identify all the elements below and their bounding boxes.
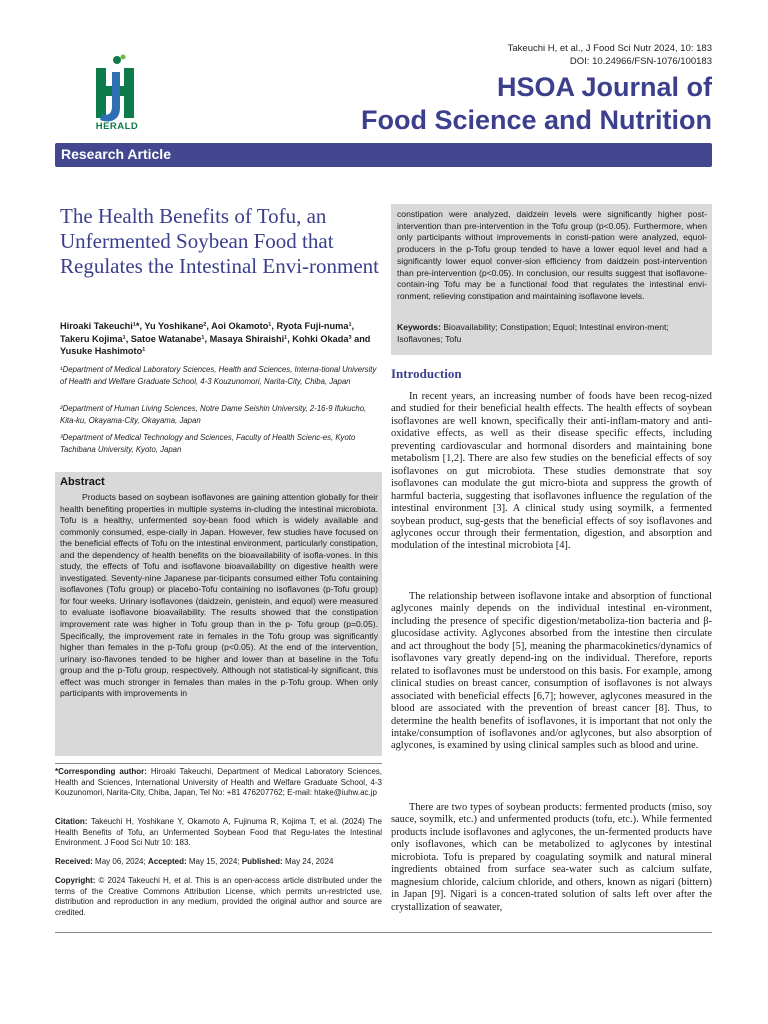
- introduction-heading: Introduction: [391, 366, 462, 381]
- corresponding-author: [55, 767, 382, 799]
- abstract-continued-box: [391, 204, 712, 355]
- intro-paragraph-2: The relationship between isoflavone intake and absorption of functional aglycones mainly depends on the individual intestinal en-vironment, including the presence of specific digestion/metaboliza-tion bacteria and β-glucosidase activity. Aglycones absorbed from the intestine then circulate and act throughout the body [5], meaning the pharmacokinetics/dynamics of isoflavones vary greatly depend-ing on the individual. Therefore, reports related to isoflavones must be understood on this basis. For example, among clinical studies on breast cancer, consumption of isoflavones is not always associated with beneficial effects [6,7]; however, aglycones measured in the blood are associated with the prevention of breast cancer [8]. Thus, to determine the health benefits of isoflavones, it is important that not only the intake/consumption of isoflavones and/or aglycones, but also absorption of aglycones, is examined by using clinical samples such as blood and urine.: [391, 591, 712, 752]
- dates-line: [55, 857, 382, 868]
- keywords: [397, 322, 707, 345]
- keywords-label: Keywords:: [397, 322, 441, 332]
- journal-title-line1: HSOA Journal of: [496, 72, 712, 102]
- keywords-text: Bioavailability; Constipation; Equol; Intestinal environ-ment; Isoflavones; Tofu: [397, 322, 669, 344]
- published-date: May 24, 2024: [284, 857, 334, 866]
- received-date: May 06, 2024;: [95, 857, 146, 866]
- corr-label: *Corresponding author:: [55, 767, 147, 776]
- copyright-text: © 2024 Takeuchi H, et al. This is an open-access article distributed under the terms of the Creative Commons Attribution License, which permits un-restricted use, distribution and reproduction in any medium, provided the original author and source are credited.: [55, 876, 382, 917]
- article-title: The Health Benefits of Tofu, an Unfermented Soybean Food that Regulates the Intestinal Envi-ronment: [60, 204, 379, 278]
- author-list: Hiroaki Takeuchi¹*, Yu Yoshikane², Aoi Okamoto¹, Ryota Fuji-numa¹, Takeru Kojima¹, Satoe Watanabe¹, Masaya Shiraishi¹, Kohki Okada³ and Yusuke Hashimoto¹: [60, 321, 371, 356]
- intro-paragraph-1: In recent years, an increasing number of foods have been recog-nized and studied for their beneficial health effects. The health effects of soybean isoflavones are well known, specifically their anti-inflam-matory and anti-oxidative effects, as well as their disease specific effects, including preventing cardiovascular and hormonal disorders and maintaining bone metabolism [1,2]. There are also few studies on the beneficial effects of soy isoflavones on gut microbiota. These studies demonstrate that soy isoflavones can modulate the gut micro-biota and suppress the growth of harmful bacteria, suggesting that isoflavones influence the regulation of the intestinal environment [3]. A clinical study using soymilk, a fermented soybean product, sug-gests that the beneficial effects of soy isoflavones and aglycones occur through their fermentation, digestion, and absorption and modulation of the intestinal microbiota [4].: [391, 391, 712, 552]
- herald-logo-icon: [86, 52, 148, 132]
- citation-text: Takeuchi H, Yoshikane Y, Okamoto A, Fujinuma R, Kojima T, et al. (2024) The Health Benefits of Tofu, an Unfermented Soybean Food that Regu-lates the Intestinal Environment. J Food Sci Nutr 10: 183.: [55, 817, 383, 848]
- corr-text: Hiroaki Takeuchi, Department of Medical Laboratory Sciences, Health and Sciences, International University of Health and Welfare Graduate School, 4-3 Kouzunomori, Narita-City, Chiba, Japan, Tel No: +81 476207762; E-mail: htake@iuhw.ac.jp: [55, 767, 382, 798]
- article-type-label: Research Article: [61, 146, 171, 162]
- header-doi[interactable]: DOI: 10.24966/FSN-1076/100183: [569, 56, 712, 67]
- affiliation-3: ³Department of Medical Technology and Sciences, Faculty of Health Scienc-es, Kyoto Tachibana University, Kyoto, Japan: [60, 433, 356, 454]
- header-citation: Takeuchi H, et al., J Food Sci Nutr 2024, 10: 183: [507, 43, 712, 54]
- received-label: Received:: [55, 857, 93, 866]
- affiliation-2: ²Department of Human Living Sciences, Notre Dame Seishin University, 2-16-9 Ifukucho, Kita-ku, Okayama-City, Okayama, Japan: [60, 404, 367, 425]
- abstract-continued-text: constipation were analyzed, daidzein levels were significantly higher post-intervention than pre-intervention in the Tofu group (p<0.05). Furthermore, when only participants without improvements in consti-pation were analyzed, equol-producers in the p-Tofu group tended to have a lower equol level and had a significantly lower equol conver-sion efficiency from daidzein post-intervention than pre-intervention (p<0.05). In conclusion, our results suggest that isoflavone-contain-ing Tofu may be a functional food that regulates the intestinal envi-ronment, relieving constipation and maintaining isoflavone levels.: [397, 209, 707, 301]
- logo-text: HERALD: [95, 121, 139, 132]
- published-label: Published:: [241, 857, 283, 866]
- accepted-date: May 15, 2024;: [188, 857, 240, 866]
- copyright-label: Copyright:: [55, 876, 96, 885]
- copyright-note: [55, 876, 382, 918]
- journal-title-line2: Food Science and Nutrition: [360, 105, 712, 135]
- abstract-box: [55, 472, 382, 756]
- footnote-divider: [55, 763, 382, 764]
- accepted-label: Accepted:: [147, 857, 187, 866]
- article-type-banner: [55, 143, 712, 167]
- citation-label: Citation:: [55, 817, 88, 826]
- intro-paragraph-3: There are two types of soybean products: fermented products (miso, soy sauce, soymilk, etc.) and unfermented products (tofu, etc.). While fermented products include isoflavones and aglycones, the un-fermented products have only isoflavones, which can be metabolized to aglycones by intestinal microbiota. Tofu is prepared by coagulating soymilk and natural mineral ingredients obtained from surface sea-water such as calcium sulfate, magnesium chloride, calcium chloride, and others, known as nigari (bittern) in Japan [9]. Nigari is a concen-trated solution of salts left over after the crystallization of seawater,: [391, 802, 712, 913]
- abstract-text: Products based on soybean isoflavones are gaining attention globally for their health benefiting properties in multiple systems in-cluding the intestinal microbiota. Tofu is a healthy, unfermented soy-bean food which is widely available and commonly consumed, espe-cially in Japan. However, few studies have focused on the beneficial effects of Tofu on the intestinal environment, particularly constipation, and the dependency of health benefits on the bioavailability of isofla-vones. In this study, the effects of Tofu and isoflavone bioavailability on digestive health were investigated. Seventy-nine Japanese par-ticipants consumed either Tofu containing isoflavones (Tofu group) or placebo-Tofu containing no isoflavones (p-Tofu group) for four weeks. Urinary isoflavones (daidzein, genistein, and equol) were measured to evaluate isoflavone bioavailability. The results showed that the constipation improvement rate was higher in Tofu group than in the p- Tofu group (p=0.05). Specifically, the improvement rate in females in the Tofu group was significantly higher than females in the p-Tofu group (p<0.05). At the end of the intervention, urinary iso-flavones tended to be higher and lower than at baseline in the Tofu group and the p-Tofu group, respectively. Although not statistical-ly significant, this effect was much stronger in females than males in the p-Tofu group. When only participants with improvements in: [60, 492, 378, 699]
- abstract-heading: Abstract: [60, 476, 105, 488]
- citation-note: [55, 817, 382, 849]
- page-bottom-rule: [55, 932, 712, 933]
- affiliation-1: ¹Department of Medical Laboratory Sciences, Health and Sciences, Interna-tional University of Health and Welfare Graduate School, 4-3 Kouzunomori, Narita-City, Chiba, Japan: [60, 365, 377, 386]
